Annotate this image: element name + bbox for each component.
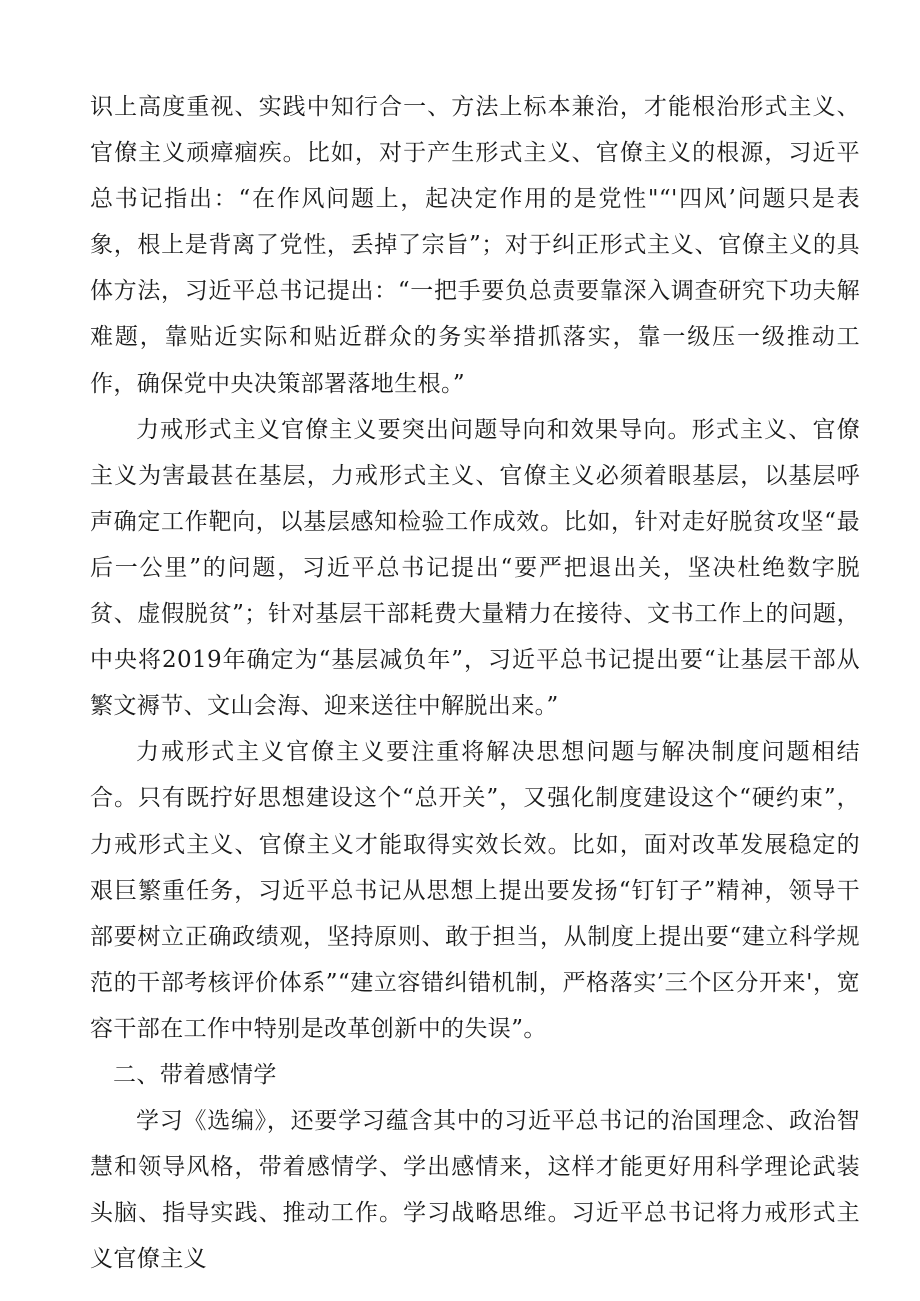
paragraph-3: 力戒形式主义官僚主义要注重将解决思想问题与解决制度问题相结合。只有既拧好思想建设这个“总开关”，又强化制度建设这个“硬约束”，力戒形式主义、官僚主义才能取得实效长效。比如，面对改革发展稳定的艰巨繁重任务，习近平总书记从思想上提出要发扬“钉钉子”精神，领导干部要树立正确政绩观，坚持原则、敢于担当，从制度上提出要“建立科学规范的干部考核评价体系”“建立容错纠错机制，严格落实’三个区分开来'，宽容干部在工作中特别是改革创新中的失误”。 <box>90 739 860 1042</box>
paragraph-1: 识上高度重视、实践中知行合一、方法上标本兼治，才能根治形式主义、官僚主义顽瘴痼疾。比如，对于产生形式主义、官僚主义的根源，习近平总书记指出：“在作风问题上，起决定作用的是党性"“'四风’问题只是表象，根上是背离了党性，丢掉了宗旨”；对于纠正形式主义、官僚主义的具体方法，习近平总书记提出：“一把手要负总责要靠深入调查研究下功夫解难题，靠贴近实际和贴近群众的务实举措抓落实，靠一级压一级推动工作，确保党中央决策部署落地生根。” <box>90 94 860 397</box>
paragraph-2: 力戒形式主义官僚主义要突出问题导向和效果导向。形式主义、官僚主义为害最甚在基层，力戒形式主义、官僚主义必须着眼基层，以基层呼声确定工作靶向，以基层感知检验工作成效。比如，针对走好脱贫攻坚“最后一公里”的问题，习近平总书记提出“要严把退出关，坚决杜绝数字脱贫、虚假脱贫”；针对基层干部耗费大量精力在接待、文书工作上的问题，中央将2019年确定为“基层减负年”，习近平总书记提出要“让基层干部从繁文褥节、文山会海、迎来送往中解脱出来。” <box>90 416 860 720</box>
paragraph-4: 学习《选编》，还要学习蕴含其中的习近平总书记的治国理念、政治智慧和领导风格，带着感情学、学出感情来，这样才能更好用科学理论武装头脑、指导实践、推动工作。学习战略思维。习近平总书记将力戒形式主义官僚主义 <box>90 1108 860 1273</box>
section-heading: 二、带着感情学 <box>113 1061 277 1088</box>
document-body <box>90 84 860 1282</box>
